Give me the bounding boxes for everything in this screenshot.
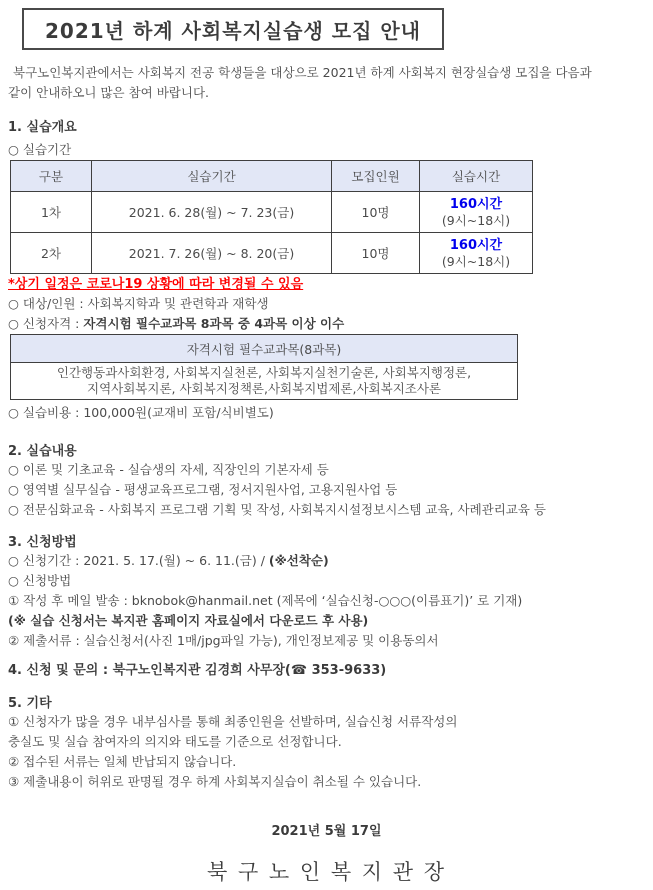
content-line-2: ○ 영역별 실무실습 - 평생교육프로그램, 정서지원사업, 고용지원사업 등 <box>8 482 398 497</box>
apply-step-2: ② 제출서류 : 실습신청서(사진 1매/jpg파일 가능), 개인정보제공 및 이용동의서 <box>8 633 439 648</box>
intro-line-2: 같이 안내하오니 많은 참여 바랍니다. <box>8 85 209 100</box>
required-subjects-table <box>10 334 518 400</box>
hours-value: 160시간 <box>449 196 503 212</box>
practice-period-bullet: ○ 실습기간 <box>8 142 72 157</box>
qualification-bullet <box>8 314 653 334</box>
col-header-hours: 실습시간 <box>420 161 533 192</box>
etc-item-3: ③ 제출내용이 허위로 판명될 경우 하계 사회복지실습이 취소될 수 있습니다. <box>8 774 422 789</box>
etc-item-2: ② 접수된 서류는 일체 반납되지 않습니다. <box>8 754 237 769</box>
hours-time-range: (9시~18시) <box>441 253 511 269</box>
etc-item-1-line-1: ① 신청자가 많을 경우 내부심사를 통해 최종인원을 선발하며, 실습신청 서류작성의 <box>8 714 458 729</box>
content-line-1: ○ 이론 및 기초교육 - 실습생의 자세, 직장인의 기본자세 등 <box>8 462 329 477</box>
hours-time-range: (9시~18시) <box>441 212 511 228</box>
contact-number: 353-9633) <box>307 663 387 678</box>
intro-paragraph <box>8 63 647 103</box>
etc-item-1-line-2: 충실도 및 실습 참여자의 의지와 태도를 기준으로 선정합니다. <box>8 734 342 749</box>
cell-hours <box>420 192 533 233</box>
content-line-3: ○ 전문심화교육 - 사회복지 프로그램 기획 및 작성, 사회복지시설정보시스템 교육, 사례관리교육 등 <box>8 502 546 517</box>
qualification-label: ○ 신청자격 : <box>8 316 84 331</box>
cell-division: 1차 <box>11 192 92 233</box>
signature: 북 구 노 인 복 지 관 장 <box>206 860 446 884</box>
apply-period-line <box>8 551 653 571</box>
section-1-heading: 1. 실습개요 <box>8 120 77 135</box>
target-bullet: ○ 대상/인원 : 사회복지학과 및 관련학과 재학생 <box>8 296 269 311</box>
cell-capacity: 10명 <box>332 233 420 274</box>
cell-period: 2021. 6. 28(월) ~ 7. 23(금) <box>92 192 332 233</box>
cell-hours <box>420 233 533 274</box>
col-header-period: 실습기간 <box>92 161 332 192</box>
subjects-body-row <box>11 363 518 400</box>
table-header-row <box>11 161 533 192</box>
apply-period-text: ○ 신청기간 : 2021. 5. 17.(월) ~ 6. 11.(금) / <box>8 553 269 568</box>
phone-icon: ☎ <box>290 663 308 678</box>
section-3-heading: 3. 신청방법 <box>8 535 77 550</box>
subjects-line-1: 인간행동과사회환경, 사회복지실천론, 사회복지실천기술론, 사회복지행정론, <box>56 365 472 380</box>
section-4-heading <box>8 662 653 679</box>
document-date: 2021년 5월 17일 <box>271 824 382 839</box>
apply-step-1-note: (※ 실습 신청서는 복지관 홈페이지 자료실에서 다운로드 후 사용) <box>8 613 369 628</box>
subjects-table-header: 자격시험 필수교과목(8과목) <box>11 335 518 363</box>
intro-line-1: 북구노인복지관에서는 사회복지 전공 학생들을 대상으로 2021년 하계 사회복지 현장실습생 모집을 다음과 <box>13 65 592 80</box>
section-5-heading: 5. 기타 <box>8 696 52 711</box>
overview-row-2 <box>11 233 533 274</box>
covid-warning-note: *상기 일정은 코로나19 상황에 따라 변경될 수 있음 <box>8 277 304 292</box>
notice-title-box <box>22 8 444 50</box>
cell-capacity: 10명 <box>332 192 420 233</box>
col-header-division: 구분 <box>11 161 92 192</box>
fee-bullet: ○ 실습비용 : 100,000원(교재비 포함/식비별도) <box>8 405 274 420</box>
overview-row-1 <box>11 192 533 233</box>
subjects-line-2: 지역사회복지론, 사회복지정책론,사회복지법제론,사회복지조사론 <box>87 381 441 396</box>
subjects-list-cell <box>11 363 518 400</box>
cell-division: 2차 <box>11 233 92 274</box>
first-come-note: (※선착순) <box>268 553 329 568</box>
apply-method-line: ○ 신청방법 <box>8 573 72 588</box>
col-header-capacity: 모집인원 <box>332 161 420 192</box>
subjects-header-row <box>11 335 518 363</box>
cell-period: 2021. 7. 26(월) ~ 8. 20(금) <box>92 233 332 274</box>
section-2-heading: 2. 실습내용 <box>8 444 77 459</box>
contact-text-prefix: 4. 신청 및 문의 : 북구노인복지관 김경희 사무장( <box>8 663 291 678</box>
apply-step-1: ① 작성 후 메일 발송 : bknobok@hanmail.net (제목에 ‘실습신청-○○○(이름표기)’ 로 기재) <box>8 593 523 608</box>
notice-document <box>0 8 653 885</box>
notice-title: 2021년 하계 사회복지실습생 모집 안내 <box>45 18 421 43</box>
hours-value: 160시간 <box>449 237 503 253</box>
qualification-requirement: 자격시험 필수교과목 8과목 중 4과목 이상 이수 <box>83 316 345 331</box>
practice-overview-table <box>10 160 533 274</box>
